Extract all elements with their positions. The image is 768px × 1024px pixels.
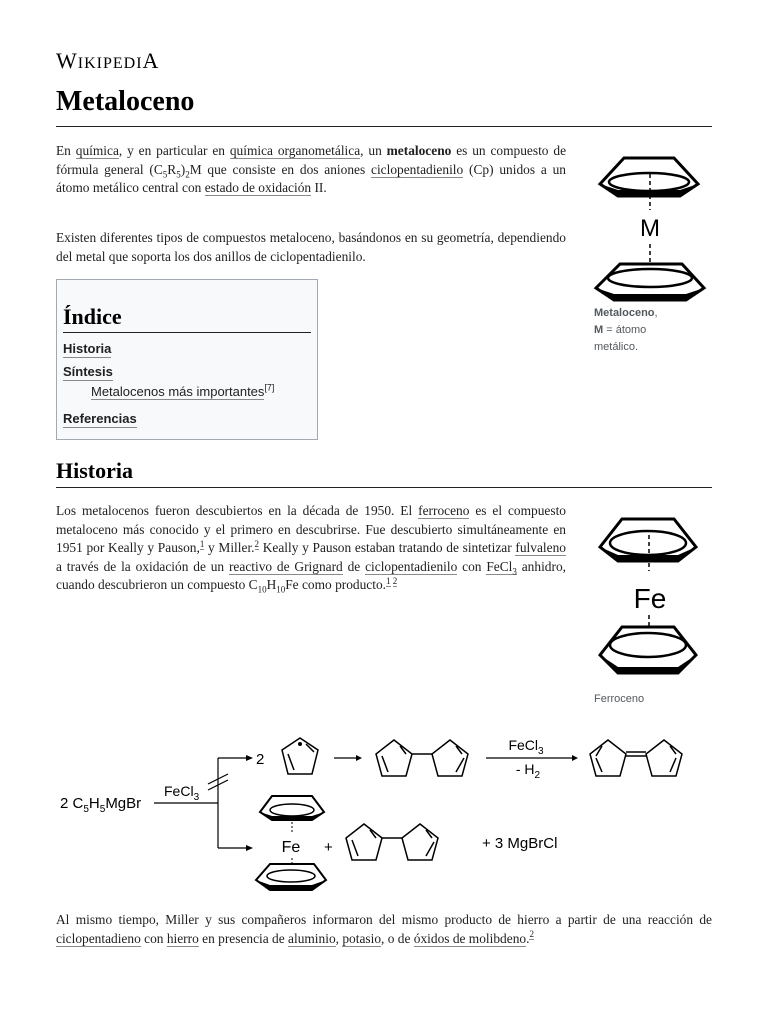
plus-sign: + bbox=[324, 839, 333, 856]
intro-paragraph-2: Existen diferentes tipos de compuestos metaloceno, basándonos en su geometría, dependiendo del metal que soporta los dos anillos de ciclopentadienilo. bbox=[56, 230, 566, 264]
link-oxidos-de-molibdeno[interactable]: óxidos de molibdeno bbox=[413, 930, 527, 946]
toc-item-referencias[interactable]: Referencias bbox=[63, 411, 137, 426]
wikipedia-logo[interactable] bbox=[56, 48, 159, 74]
toc-title: Índice bbox=[63, 304, 122, 329]
figure2-caption: Ferroceno bbox=[594, 693, 645, 705]
toc-item-metalocenos-wrapper bbox=[91, 384, 274, 400]
link-ciclopentadienilo-2[interactable]: ciclopentadienilo bbox=[365, 558, 458, 574]
toc-item-sintesis[interactable]: Síntesis bbox=[63, 364, 113, 379]
intro-paragraph-1: En química, y en particular en química organometálica, un metaloceno es un compuesto de fórmula general $(C_5R_5)_2M$ que consiste en dos aniones ciclopentadienilo (Cp) unidos a un átomo metálico central con estado de oxidación II. bbox=[56, 143, 567, 195]
title-divider bbox=[56, 126, 712, 127]
byproduct-label: + 3 MgBrCl bbox=[482, 835, 558, 852]
ferrocene-image[interactable] bbox=[594, 505, 704, 690]
toc-divider bbox=[63, 332, 311, 333]
reagent-label: 2 $C_5H_5MgBr$ bbox=[60, 795, 142, 815]
logo-letter: W bbox=[56, 48, 78, 73]
toc-sup[interactable]: [7] bbox=[264, 382, 275, 393]
link-aluminio[interactable]: aluminio bbox=[288, 930, 336, 946]
fecl3-reagent-label: FeCl$_3$ bbox=[164, 783, 200, 803]
dihydrofulvalene-icon bbox=[376, 740, 468, 776]
cp-radical-icon bbox=[282, 738, 318, 774]
historia-paragraph-1: Los metalocenos fueron descubiertos en la década de 1950. El ferroceno es el compuesto metaloceno más conocido y el primero en descubrirse. Fue descubierto simultáneamente en 1951 por Keally y Pauson,$^1$ y Miller.$^2$ Keally y Pauson estaban tratando de sintetizar fulvaleno a través de la oxidación de un reactivo de Grignard de ciclopentadienilo con FeCl$_3$ anhidro, cuando descubrieron un compuesto $C_{10}H_{10}Fe$ como producto.$^{1 2}$ bbox=[56, 503, 566, 595]
ref-1[interactable]: 1 bbox=[199, 538, 205, 549]
figure1-caption: Metaloceno, M = átomo metálico. bbox=[594, 307, 658, 353]
ferrocene-top-ring-icon bbox=[600, 519, 696, 561]
link-estado-de-oxidacion[interactable]: estado de oxidación bbox=[204, 180, 312, 195]
ref-2[interactable]: 2 bbox=[254, 538, 260, 549]
bottom-cp-ring-icon bbox=[596, 264, 704, 300]
scheme-ferrocene-icon bbox=[256, 796, 326, 890]
ref-2c[interactable]: 2 bbox=[529, 929, 534, 940]
page-title: Metaloceno bbox=[56, 86, 195, 117]
link-ferroceno[interactable]: ferroceno bbox=[418, 503, 470, 518]
oxidant-label: FeCl$_3$ bbox=[508, 737, 544, 757]
link-ciclopentadienilo[interactable]: ciclopentadienilo bbox=[371, 161, 464, 177]
link-potasio[interactable]: potasio bbox=[342, 930, 382, 946]
link-reactivo-de-grignard[interactable]: reactivo de Grignard bbox=[228, 558, 343, 574]
toc-item-historia[interactable]: Historia bbox=[63, 341, 112, 356]
svg-text:Fe: Fe bbox=[281, 839, 301, 856]
bold-term: metaloceno bbox=[386, 143, 452, 158]
ref-1b[interactable]: 1 bbox=[386, 575, 391, 586]
fulvalene-icon bbox=[590, 740, 682, 776]
section-heading-historia: Historia bbox=[56, 458, 133, 483]
top-cp-ring-icon bbox=[600, 158, 698, 196]
historia-divider bbox=[56, 487, 712, 488]
metallocene-image[interactable] bbox=[590, 140, 710, 310]
historia-paragraph-2: Al mismo tiempo, Miller y sus compañeros informaron del mismo producto de hierro a partir de una reacción de ciclopentadieno con hierro en presencia de aluminio, potasio, o de óxidos de molibdeno.$^2$ bbox=[56, 912, 712, 946]
toc-item-metalocenos-importantes[interactable]: Metalocenos más importantes bbox=[91, 384, 265, 399]
link-hierro[interactable]: hierro bbox=[166, 930, 199, 946]
link-fecl3[interactable]: FeCl$_3$ bbox=[486, 558, 517, 577]
link-fulvaleno[interactable]: fulvaleno bbox=[515, 540, 566, 555]
table-of-contents bbox=[56, 279, 318, 440]
ferrocene-bottom-ring-icon bbox=[600, 627, 696, 673]
logo-rest: IKIPEDI bbox=[77, 55, 143, 72]
scheme-dihydrofulvalene-icon bbox=[346, 824, 438, 860]
link-quimica-organometalica[interactable]: química organometálica bbox=[229, 143, 361, 158]
loss-h2-label: - $H_2$ bbox=[515, 761, 541, 781]
fe-label: Fe bbox=[633, 583, 667, 614]
logo-tail: A bbox=[142, 48, 160, 73]
link-quimica[interactable]: química bbox=[75, 143, 119, 158]
link-ciclopentadieno[interactable]: ciclopentadieno bbox=[56, 930, 141, 946]
metal-label: M bbox=[640, 215, 660, 242]
coefficient-label: 2 bbox=[256, 751, 265, 768]
reaction-scheme-image bbox=[56, 728, 716, 898]
ref-2b[interactable]: 2 bbox=[392, 575, 398, 586]
